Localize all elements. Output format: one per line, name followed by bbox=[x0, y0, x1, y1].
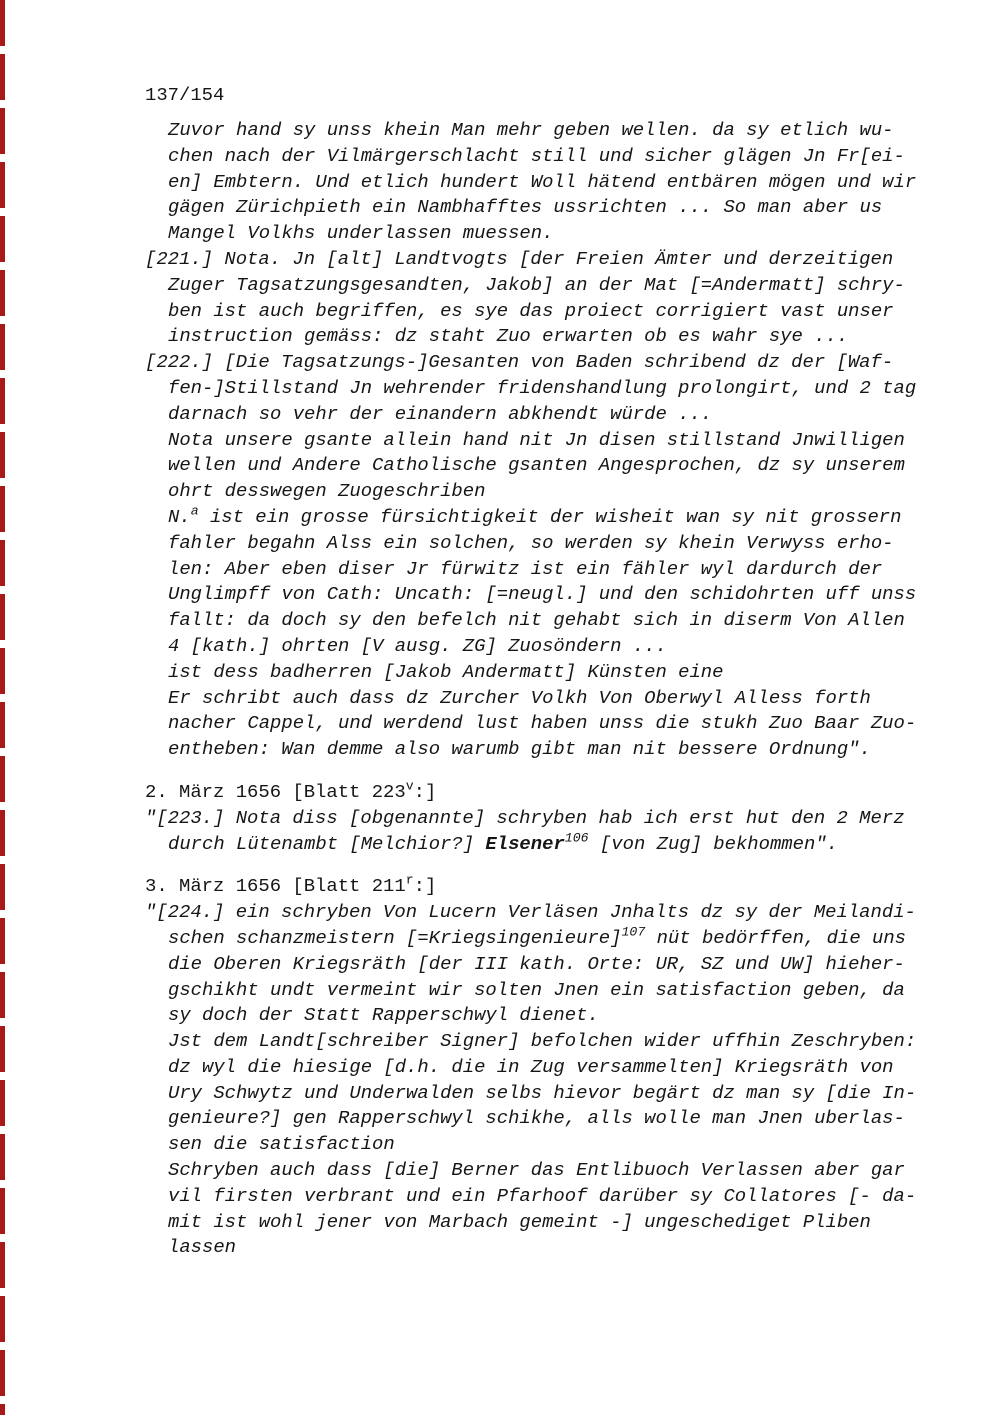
text-line: "[223.] Nota diss [obgenannte] schryben hab ich erst hut den 2 Merz bbox=[145, 806, 905, 829]
document-content bbox=[145, 82, 965, 1261]
text-line: Zuger Tagsatzungsgesandten, Jakob] an der Mat [=Andermatt] schry- bbox=[168, 273, 905, 296]
text-line: Er schribt auch dass dz Zurcher Volkh Von Oberwyl Alless forth bbox=[168, 686, 871, 709]
text-line: instruction gemäss: dz staht Zuo erwarten ob es wahr sye ... bbox=[168, 325, 849, 348]
text-line: Schryben auch dass [die] Berner das Entlibuoch Verlassen aber gar bbox=[168, 1159, 905, 1182]
text-line: sy doch der Statt Rapperschwyl dienet. bbox=[168, 1004, 599, 1027]
paragraph bbox=[145, 118, 965, 247]
text-line: ben ist auch begriffen, es sye das proiect corrigiert vast unser bbox=[168, 299, 894, 322]
text-line: Nota unsere gsante allein hand nit Jn disen stillstand Jnwilligen bbox=[168, 428, 905, 451]
text-line: ohrt desswegen Zuogeschriben bbox=[168, 480, 486, 503]
paragraph bbox=[145, 900, 965, 1261]
page-number: 137/154 bbox=[145, 84, 225, 106]
text-line: N.$^a$ ist ein grosse fürsichtigkeit der wisheit wan sy nit grossern bbox=[168, 503, 902, 528]
text-line: Zuvor hand sy unss khein Man mehr geben wellen. da sy etlich wu- bbox=[168, 119, 894, 141]
text-line: ist dess badherren [Jakob Andermatt] Künsten eine bbox=[168, 660, 724, 683]
text-line: sen die satisfaction bbox=[168, 1133, 395, 1156]
text-line: fahler begahn Alss ein solchen, so werden sy khein Verwyss erho- bbox=[168, 531, 894, 554]
text-line: entheben: Wan demme also warumb gibt man nit bessere Ordnung". bbox=[168, 738, 871, 761]
text-blocks bbox=[145, 118, 965, 1261]
text-line: gschikht undt vermeint wir solten Jnen ein satisfaction geben, da bbox=[168, 978, 905, 1001]
text-line: fallt: da doch sy den befelch nit gehabt sich in diserm Von Allen bbox=[168, 609, 905, 632]
text-line: wellen und Andere Catholische gsanten Angesprochen, dz sy unserem bbox=[168, 454, 905, 477]
text-line: 3. März 1656 [Blatt 211$^r$:] bbox=[145, 873, 437, 898]
text-line: len: Aber eben diser Jr fürwitz ist ein fähler wyl dardurch der bbox=[168, 557, 883, 580]
text-line: [222.] [Die Tagsatzungs-]Gesanten von Baden schribend dz der [Waf- bbox=[145, 351, 894, 374]
text-line: dz wyl die hiesige [d.h. die in Zug versammelten] Kriegsräth von bbox=[168, 1055, 894, 1078]
text-line: mit ist wohl jener von Marbach gemeint -] ungeschediget Pliben bbox=[168, 1210, 871, 1233]
text-line: Ury Schwytz und Underwalden selbs hievor begärt dz man sy [die In- bbox=[168, 1081, 917, 1104]
text-line: genieure?] gen Rapperschwyl schikhe, alls wolle man Jnen uberlas- bbox=[168, 1107, 905, 1130]
text-line: 4 [kath.] ohrten [V ausg. ZG] Zuosöndern ... bbox=[168, 634, 667, 657]
date-heading bbox=[145, 874, 965, 900]
text-line: 2. März 1656 [Blatt 223$^v$:] bbox=[145, 778, 437, 803]
text-line: darnach so vehr der einandern abkhendt würde ... bbox=[168, 402, 713, 425]
text-line: [221.] Nota. Jn [alt] Landtvogts [der Freien Ämter und derzeitigen bbox=[145, 247, 894, 270]
text-line: en] Embtern. Und etlich hundert Woll hätend entbären mögen und wir bbox=[168, 170, 917, 193]
text-line: vil firsten verbrant und ein Pfarhoof darüber sy Collatores [- da- bbox=[168, 1184, 917, 1207]
text-line: lassen bbox=[168, 1236, 237, 1259]
text-line: "[224.] ein schryben Von Lucern Verläsen Jnhalts dz sy der Meilandi- bbox=[145, 901, 916, 924]
paragraph bbox=[145, 806, 965, 858]
text-line: Jst dem Landt[schreiber Signer] befolchen wider uffhin Zeschryben: bbox=[168, 1030, 917, 1053]
text-line: die Oberen Kriegsräth [der III kath. Orte: UR, SZ und UW] hieher- bbox=[168, 952, 905, 975]
paragraph bbox=[145, 350, 965, 763]
text-line: Unglimpff von Cath: Uncath: [=neugl.] und den schidohrten uff unss bbox=[168, 583, 917, 606]
text-line: schen schanzmeistern [=Kriegsingenieure]$^{107}$ nüt bedörffen, die uns bbox=[168, 924, 906, 949]
text-line: gägen Zürichpieth ein Nambhafftes ussrichten ... So man aber us bbox=[168, 196, 883, 219]
text-line: durch Lütenambt [Melchior?] Elsener$^{106}$ [von Zug] bekhommen". bbox=[168, 830, 838, 855]
text-line: nacher Cappel, und werdend lust haben unss die stukh Zuo Baar Zuo- bbox=[168, 712, 917, 735]
text-line: chen nach der Vilmärgerschlacht still und sicher glägen Jn Fr[ei- bbox=[168, 144, 905, 167]
text-line: Mangel Volkhs underlassen muessen. bbox=[168, 222, 554, 245]
paragraph bbox=[145, 247, 965, 350]
date-heading bbox=[145, 780, 965, 806]
left-edge-marker bbox=[0, 0, 5, 1415]
text-line: fen-]Stillstand Jn wehrender fridenshandlung prolongirt, und 2 tag bbox=[168, 376, 917, 399]
